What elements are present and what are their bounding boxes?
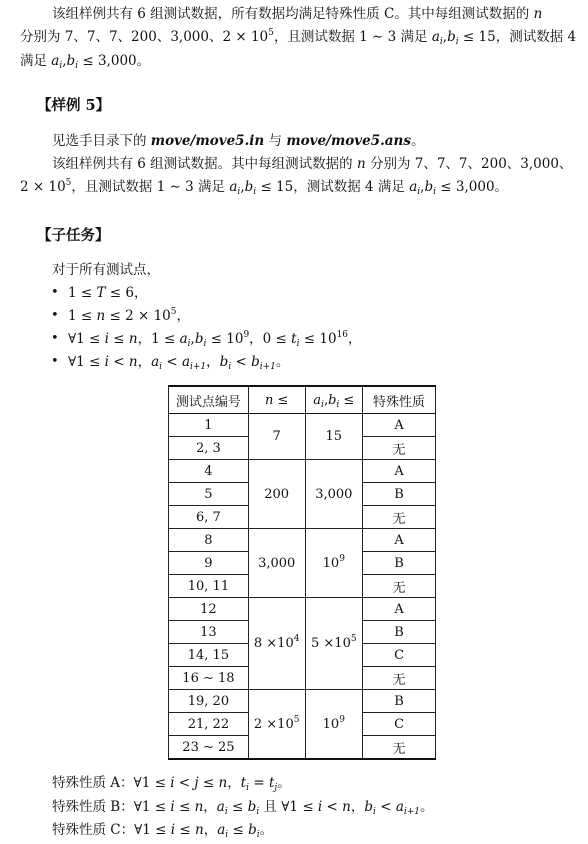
property-cell: B — [363, 621, 436, 644]
property-C: 特殊性质 C：∀1 ≤ i ≤ n，$a_i \le b_i$。 — [52, 822, 274, 840]
n-bound: 3,000 — [248, 529, 305, 598]
n-bound: 200 — [248, 460, 305, 529]
property-cell: 无 — [363, 575, 436, 598]
table-header-row — [169, 386, 436, 414]
constraint-T: 1 ≤ T ≤ 6， — [68, 285, 148, 301]
table-row — [169, 414, 436, 437]
testcase-id: 21, 22 — [169, 713, 249, 736]
testcase-id: 14, 15 — [169, 644, 249, 667]
ab-bound: $10^9$ — [305, 690, 363, 760]
constraint-values: ∀1 ≤ i ≤ n，$1 \le a_i,b_i \le 10^9$，$0 \le t_i \le 10^{16}$， — [68, 330, 362, 349]
testcase-id: 1 — [169, 414, 249, 437]
subtask-table — [168, 385, 436, 760]
testcase-id: 4 — [169, 460, 249, 483]
property-cell: B — [363, 552, 436, 575]
n-bound: $2 \times 10^5$ — [248, 690, 305, 760]
n-bound: $8 \times 10^4$ — [248, 598, 305, 690]
intro-text: 分别为 7、7、7、200、3,000、2 × 10 — [20, 29, 269, 45]
ab-bound: 3,000 — [305, 460, 363, 529]
bullet-icon: • — [51, 354, 59, 369]
property-cell: A — [363, 598, 436, 621]
sample5-heading: 【样例 5】 — [37, 97, 111, 114]
testcase-id: 2, 3 — [169, 437, 249, 460]
property-cell: 无 — [363, 667, 436, 690]
input-file-name: move/move5.in — [150, 133, 265, 149]
intro-text: 该组样例共有 6 组测试数据，所有数据均满足特殊性质 C。其中每组测试数据的 — [52, 6, 534, 22]
testcase-id: 13 — [169, 621, 249, 644]
table-row — [169, 529, 436, 552]
header-n: n ≤ — [248, 386, 305, 414]
intro-text: ≤ 15，测试数据 4 — [458, 29, 577, 45]
testcase-id: 10, 11 — [169, 575, 249, 598]
intro-line-2: 分别为 7、7、7、200、3,000、$2 \times 10^5$，且测试数据 1 ∼ 3 满足 $a_i,b_i \le 15$，测试数据 4 — [20, 28, 577, 47]
sample5-text: 2 × 10 — [20, 179, 66, 195]
bullet-icon: • — [51, 308, 59, 323]
sample5-line-2: 该组样例共有 6 组测试数据。其中每组测试数据的 n 分别为 7、7、7、200、3,000、 — [52, 156, 573, 172]
intro-text: ，且测试数据 1 ∼ 3 满足 — [273, 29, 432, 45]
intro-text: ≤ 3,000。 — [78, 53, 151, 69]
exponent: 5 — [268, 28, 274, 38]
constraint-order: ∀1 ≤ i < n，$a_i < a_{i+1}$，$b_i < b_{i+1}$。 — [68, 354, 290, 372]
property-cell: A — [363, 414, 436, 437]
ab-bound: 15 — [305, 414, 363, 460]
sample5-text: 。 — [410, 133, 425, 149]
testcase-id: 9 — [169, 552, 249, 575]
header-testcase-id: 测试点编号 — [169, 386, 249, 414]
sample5-text: 该组样例共有 6 组测试数据。其中每组测试数据的 — [52, 156, 357, 172]
sample5-text: 与 — [264, 133, 287, 149]
testcase-id: 12 — [169, 598, 249, 621]
sample5-text: ，且测试数据 1 ∼ 3 满足 — [71, 179, 230, 195]
testcase-id: 16 ∼ 18 — [169, 667, 249, 690]
property-A: 特殊性质 A：∀1 ≤ i < j ≤ n，$t_i = t_j$。 — [52, 775, 291, 793]
intro-line-1 — [52, 4, 542, 24]
property-cell: B — [363, 690, 436, 713]
table-row — [169, 690, 436, 713]
property-cell: 无 — [363, 437, 436, 460]
property-cell: C — [363, 713, 436, 736]
bullet-icon: • — [51, 285, 59, 300]
intro-line-3: 满足 $a_i,b_i \le 3,000$。 — [20, 53, 151, 71]
sample5-line-3: $2 \times 10^5$，且测试数据 1 ∼ 3 满足 $a_i,b_i \le 15$，测试数据 4 满足 $a_i,b_i \le 3,000$。 — [20, 178, 509, 197]
testcase-id: 19, 20 — [169, 690, 249, 713]
math-var: n — [533, 6, 543, 22]
bullet-icon: • — [51, 331, 59, 346]
testcase-id: 5 — [169, 483, 249, 506]
subtask-intro: 对于所有测试点， — [52, 262, 160, 278]
sample5-line-1 — [52, 131, 424, 151]
property-B: 特殊性质 B：∀1 ≤ i ≤ n，$a_i \le b_i$ 且 ∀1 ≤ i < n，$b_i < a_{i+1}$。 — [52, 799, 434, 817]
subtask-heading: 【子任务】 — [37, 227, 110, 244]
constraint-n: $1 \le n \le 2 \times 10^5$， — [68, 307, 190, 324]
intro-text: 满足 — [20, 53, 52, 69]
property-cell: A — [363, 529, 436, 552]
header-ab: $a_i,b_i$ ≤ — [305, 386, 363, 414]
table-row — [169, 598, 436, 621]
sample5-text: ≤ 3,000。 — [436, 179, 509, 195]
sample5-text: 见选手目录下的 — [52, 133, 151, 149]
testcase-id: 6, 7 — [169, 506, 249, 529]
property-cell: B — [363, 483, 436, 506]
property-cell: C — [363, 644, 436, 667]
ab-bound: $5 \times 10^5$ — [305, 598, 363, 690]
sample5-text: ≤ 15，测试数据 4 满足 — [256, 179, 410, 195]
testcase-id: 23 ∼ 25 — [169, 736, 249, 760]
property-cell: A — [363, 460, 436, 483]
testcase-id: 8 — [169, 529, 249, 552]
property-cell: 无 — [363, 736, 436, 760]
n-bound: 7 — [248, 414, 305, 460]
sample5-text: 分别为 7、7、7、200、3,000、 — [365, 156, 573, 172]
ab-bound: $10^9$ — [305, 529, 363, 598]
answer-file-name: move/move5.ans — [286, 133, 411, 149]
property-cell: 无 — [363, 506, 436, 529]
table-row — [169, 460, 436, 483]
header-property: 特殊性质 — [363, 386, 436, 414]
